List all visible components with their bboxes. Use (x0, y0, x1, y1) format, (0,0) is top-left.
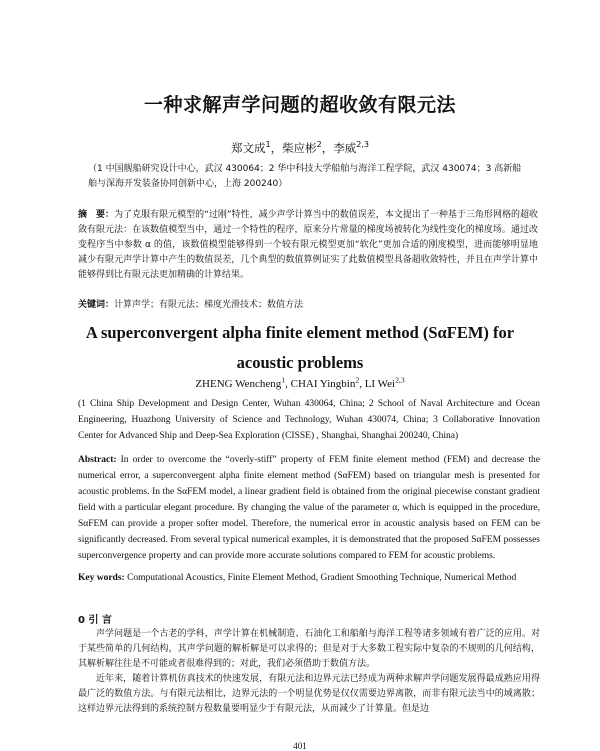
paper-title-en-line1: A superconvergent alpha finite element method (SαFEM) for (85, 323, 515, 342)
keywords-cn-label: 关键词： (78, 300, 115, 310)
author-en-2: CHAI Yingbin (290, 378, 356, 390)
body-text (78, 627, 540, 717)
abstract-cn-text: 为了克服有限元模型的“过刚”特性，减少声学计算当中的数值误差，本文提出了一种基于三角形网格的超收敛有限元法：在该数值模型当中，通过一个特性的程序，原来分片常量的梯度场被转化为线性变化的梯度场。通过改变程序当中参数 α 的值，该数值模型能够得到一个较有限元模型更加“软化”更加合适的刚度模型，进而能够明显地减少有限元声学计算中产生的数值误差，几个典型的数值算例证实了此数值模型具备超收敛特性，并且在声学计算中能够得到比有限元法更加精确的计算结果。 (78, 210, 538, 280)
section-title: 引 言 (88, 615, 112, 626)
author-separator: ， (270, 141, 283, 155)
paper-title-cn: 一种求解声学问题的超收敛有限元法 (143, 94, 456, 116)
paragraph: 近年来，随着计算机仿真技术的快速发展，有限元法和边界元法已经成为两种求解声学问题发展得最成熟应用得最广泛的数值方法。与有限元法相比，边界元法的一个明显优势是仅仅需要边界离散，而非有限元法当中的域离散；这样边界元法得到的系统控制方程数量要明显少于有限元法，从而减少了计算量。但是边 (78, 674, 540, 714)
keywords-en-text: Computational Acoustics, Finite Element Method, Gradient Smoothing Technique, Numerical Method (124, 573, 517, 583)
author-en-1-affil: 1 (281, 375, 286, 385)
author-cn-3: 李威 (333, 141, 357, 155)
author-cn-1: 郑文成 (230, 141, 266, 155)
author-cn-2: 柴应彬 (282, 141, 317, 155)
abstract-en-label: Abstract: (78, 455, 117, 465)
author-separator: ， (321, 141, 334, 155)
abstract-en (78, 452, 540, 564)
paper-title-en-line2: acoustic problems (236, 353, 364, 372)
author-en-3: LI Wei (364, 378, 396, 390)
affiliation-cn: （1 中国舰船研究设计中心，武汉 430064；2 华中科技大学船舶与海洋工程学院，武汉 430074；3 高新船舶与深海开发装备协同创新中心，上海 200240） (88, 164, 522, 189)
keywords-en (78, 570, 540, 586)
authors-cn (0, 140, 600, 156)
keywords-cn-text: 计算声学；有限元法；梯度光滑技术；数值方法 (114, 300, 304, 310)
keywords-cn (78, 298, 538, 313)
affiliation-en: (1 China Ship Development and Design Center, Wuhan 430064, China; 2 School of Naval Architecture and Ocean Engineering, Huazhong University of Science and Technology, Wuhan 430074, China; 3 Collaborative Innovation Center for Advanced Ship and Deep-Sea Exploration (CISSE) , Shanghai, Shanghai 200240, China) (78, 399, 540, 441)
abstract-cn (78, 208, 538, 283)
author-cn-2-affil: 2 (316, 140, 322, 150)
author-en-1: ZHENG Wencheng (195, 378, 282, 390)
paragraph: 声学问题是一个古老的学科，声学计算在机械制造、石油化工和船舶与海洋工程等诸多领域有着广泛的应用。对于某些简单的几何结构，其声学问题的解析解是可以求得的；但是对于大多数工程实际中复杂的不规则的几何结构，其解析解往往是不可能或者很难得到的；对此，我们必须借助于数值方法。 (78, 629, 540, 669)
author-cn-1-affil: 1 (265, 140, 271, 150)
section-number: 0 (78, 615, 85, 626)
page-number: 401 (293, 741, 307, 751)
author-en-3-affil: 2,3 (395, 375, 405, 385)
author-en-2-affil: 2 (355, 375, 360, 385)
author-cn-3-affil: 2,3 (356, 140, 370, 150)
section-heading (78, 611, 112, 626)
paper-title-en (0, 318, 600, 378)
keywords-en-label: Key words: (78, 573, 125, 583)
abstract-en-text: In order to overcome the “overly-stiff” property of FEM finite element method (FEM) and decrease the numerical error, a superconvergent alpha finite element method (SαFEM) based on triangular mesh is presented for acoustic problems. In the SαFEM model, a linear gradient field is obtained from the original piecewise constant gradient field with a particular elegant procedure. By changing the value of the parameter α, which is equipped in the procedure, SαFEM can provide a proper softer model. Therefore, the numerical error in acoustic analysis based on FEM can be significantly decreased. From several typical numerical examples, it is demonstrated that the proposed SαFEM possesses superconvergence property and can provide more accurate solutions compared to FEM for acoustic problems. (78, 455, 540, 561)
authors-en: ZHENG Wencheng$^1$, CHAI Yingbin$^2$, LI Wei$^{2,3}$ (195, 375, 405, 390)
abstract-cn-label: 摘 要： (78, 210, 115, 220)
